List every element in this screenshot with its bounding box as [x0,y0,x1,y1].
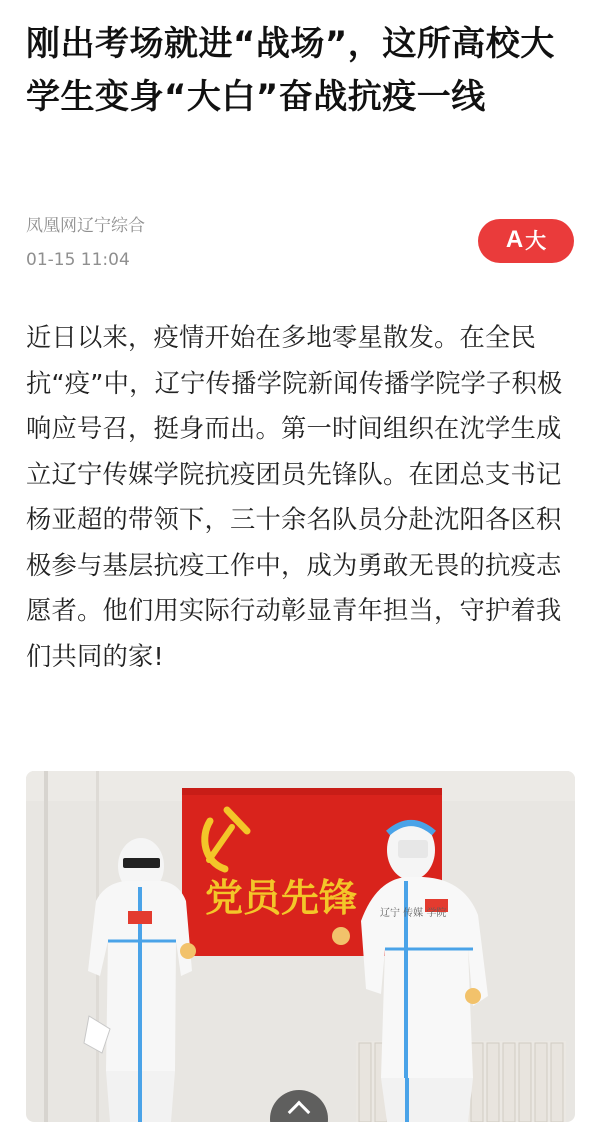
article-photo [26,771,575,1122]
chevron-up-icon [288,1101,311,1122]
article-body: 近日以来，疫情开始在多地零星散发。在全民抗“疫”中，辽宁传播学院新闻传播学院学子积极响应号召，挺身而出。第一时间组织在沈学生成立辽宁传媒学院抗疫团员先锋队。在团总支书记杨亚超的带领下，三十余名队员分赴沈阳各区积极参与基层抗疫工作中，成为勇敢无畏的抗疫志愿者。他们用实际行动彰显青年担当，守护着我们共同的家! [26,323,563,671]
font-size-button[interactable] [478,219,574,263]
article-time: 01-15 11:04 [26,250,130,270]
article-title: 刚出考场就进“战场”，这所高校大学生变身“大白”奋战抗疫一线 [26,24,555,117]
font-size-button-label: 大 [525,228,547,253]
banner-text: 党员先锋 [205,876,358,920]
right-person-text: 辽宁 传媒 学院 [380,908,447,919]
article-source[interactable]: 凤凰网辽宁综合 [26,216,145,236]
article-meta [26,214,326,272]
text-size-icon: A [505,226,524,253]
